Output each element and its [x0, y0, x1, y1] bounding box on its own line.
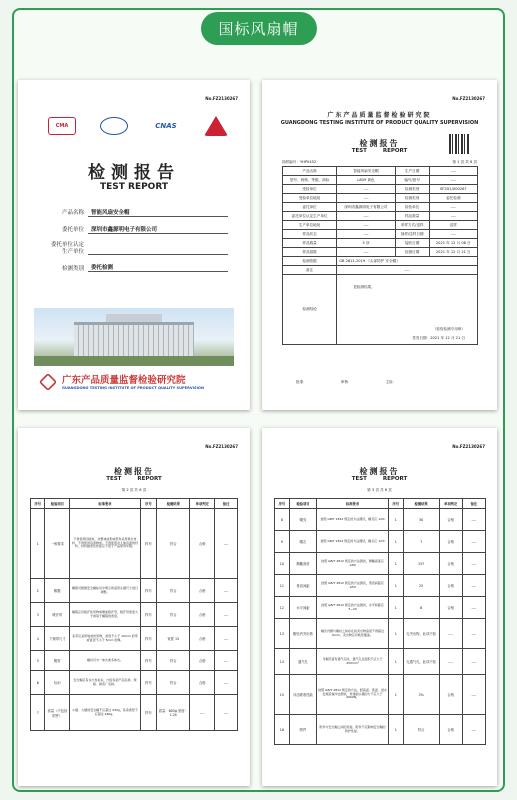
table-row: 6 标识 安全帽应有永久性标识，内容包括产品名称、规格、制造厂名称。 样号 符合 合格 ----: [31, 671, 238, 695]
certification-logos: [48, 114, 228, 138]
cover-title-en: TEST REPORT: [99, 182, 169, 192]
institute-building-image: [34, 308, 234, 366]
table-row: 15 冲击吸收性能 按照 GB/T 2812 规定的方法，经高温、低温、浸水处理后做冲击测试，传递到头模的力不应大于 4900N。 1 3% 合格 ----: [275, 675, 486, 715]
table-row: 样品基数 ---- 检测日期 2021 年 12 月 21 日: [283, 248, 478, 257]
table-row: 5 帽衬 帽衬可为一体式或多体式。 样号 符合 合格 ----: [31, 651, 238, 671]
report-number: No.FZ2130267: [452, 96, 485, 101]
table-row: 13 帽壳内突出物 帽壳内侧与帽衬之间存在的突出物高度不得超过 6mm，突出物应有软垫覆盖。 1 无突出物，此项不检 ---- ----: [275, 619, 486, 649]
cover-field: 检测类别 委托检测: [48, 263, 228, 272]
table-row: 11 垂直间距 按照 GB/T 2812 规定的方法测试，垂直间距应 ≤50 1 25 合格 ----: [275, 575, 486, 597]
table-row: 受检单位地址 ---- 检测类别 委托检测: [283, 194, 478, 203]
sample-number: 抽样编号：YHP0452: [282, 160, 317, 164]
cover-fields: [48, 208, 228, 280]
cal-logo-icon: [204, 116, 228, 136]
cnas-logo-icon: CNAS: [155, 122, 177, 130]
doc-title: 检测报告: [114, 467, 154, 476]
table-header-row: 序号 检验项目 标准要求 序号 检测结果 单项判定 备注: [275, 499, 486, 509]
table-row: 3 吸汗带 帽箍应有吸汗性织物或增加吸汗带，吸汗带宽度大于或等于帽箍的宽度。 样号 符合 合格 ----: [31, 603, 238, 627]
signature-review: 审核：: [340, 380, 352, 384]
table-row: 备注 ----: [283, 266, 478, 275]
report-cover-page: [18, 80, 250, 410]
table-row: 8 帽壳 按照 GB/T 2812 规定的方法测试，帽壳应 ≤30 1 30 合格 ----: [275, 509, 486, 531]
table-row: 9 帽舌 按照 GB/T 2812 规定的方法测试，帽舌应 ≤70 1 7 合格 ----: [275, 531, 486, 553]
table-row: 委托单位认定生产单位 ---- 样品数量 ----: [283, 212, 478, 221]
table-row: 委托单位 深圳市鑫源明电子有限公司 检验单位 ----: [283, 203, 478, 212]
doc-title-en: TEST REPORT: [351, 148, 408, 154]
report-number: No.FZ2130267: [205, 96, 238, 101]
institute-logo-icon: [39, 373, 57, 391]
institute-name-en: GUANGDONG TESTING INSTITUTE OF PRODUCT QUALITY SUPERVISION: [62, 386, 204, 390]
doc-title: 检测报告: [359, 139, 400, 148]
table-row: 产品名称 智能风扇安全帽 生产日期 ----: [283, 167, 478, 176]
table-row: 受检单位 ---- 检测类别 SF2D1/X00267: [283, 185, 478, 194]
institute-name-en: GUANGDONG TESTING INSTITUTE OF PRODUCT QUALITY SUPERVISION: [280, 120, 479, 126]
table-row: 10 佩戴高度 按照 GB/T 2812 规定的方法测试，佩戴高度应 ≥80 1 157 合格 ----: [275, 553, 486, 575]
signatures: [296, 380, 396, 385]
signature-approve: 批准：: [296, 380, 307, 384]
report-number: No.FZ2130267: [452, 444, 485, 449]
table-header-row: 序号 检验项目 标准要求 序号 检测结果 单项判定 备注: [31, 499, 238, 509]
table-row: 样品数量 5 顶 接收日期 2021 年 12 月 08 日: [283, 239, 478, 248]
table-row: 检测结论 见检测结果。 （检验检测专用章） 签发日期：2021 年 12 月 21 日: [283, 275, 478, 345]
page-number: 第 1 页 共 6 页: [452, 160, 477, 164]
conclusion-text: 见检测结果。: [353, 285, 375, 289]
institute-name: 广东产品质量监督检验研究院: [62, 375, 186, 386]
cover-title: 检测报告: [88, 163, 180, 183]
table-row: 14 通气孔 当帽壳留有通气孔时，通气孔总面积不应大于 450mm² 1 无通气孔，此项不检 ---- ----: [275, 649, 486, 675]
doc-title-en: TEST REPORT: [106, 476, 162, 482]
info-table: [282, 166, 478, 345]
page-number: 第 3 页 共 6 页: [367, 488, 392, 492]
institute-name: 广东产品质量监督检验研究院: [327, 112, 432, 119]
report-results-page-3: [262, 428, 497, 786]
cover-field: 委托单位 深圳市鑫源明电子有限公司: [48, 225, 228, 234]
sign-date: 签发日期：2021 年 12 月 21 日: [412, 336, 465, 340]
report-number: No.FZ2130267: [205, 444, 238, 449]
doc-title-en: TEST REPORT: [351, 476, 408, 482]
stamp-text: （检验检测专用章）: [432, 327, 465, 331]
report-summary-page: [262, 80, 497, 410]
results-table: [30, 498, 238, 731]
cma-logo-icon: CMA: [48, 117, 76, 135]
table-row: 4 下颏带尺寸 系带应采用软质纺织物，宽度不小于 10mm 的带或直径不小于 5mm 的绳。 样号 宽度 15 合格 ----: [31, 627, 238, 651]
results-table: [274, 498, 486, 745]
table-row: 12 水平间距 按照 GB/T 2812 规定的方法测试，水平间距应 5~20 1 6 合格 ----: [275, 597, 486, 619]
table-row: 样品状态 ---- 抽样/送样日期 ----: [283, 230, 478, 239]
ilac-logo-icon: [100, 117, 128, 135]
report-results-page-2: [18, 428, 250, 786]
table-row: 1 一般要求 不得使用回收料，非整体成形或部件采用再生材料，不得使用有害物质。不得使用对人体有害的材料，材料耐老化性能应不低于产品使用年限。 样号 符合 合格 ----: [31, 509, 238, 579]
table-row: 2 帽箍 帽箍可根据安全帽标识中明示的适用头围尺寸进行调整。 样号 符合 合格 ----: [31, 579, 238, 603]
doc-title: 检测报告: [359, 467, 400, 476]
table-row: 型号、规格、等级、商标 L809 黄色 编号/批号 ----: [283, 176, 478, 185]
cover-field: 产品名称 智能风扇安全帽: [48, 208, 228, 217]
table-row: 16 附件 附件与安全帽之间的连接，附件不应影响安全帽的防护性能。 1 符合 合格 ----: [275, 715, 486, 745]
page-number: 第 2 页 共 6 页: [121, 488, 147, 492]
table-row: 生产单位地址 ---- 采样方式/送样 送样: [283, 221, 478, 230]
table-row: 7 质量（不包括附件） 小檐、大檐的安全帽不应超过 430g，其余类型不应超过 460g。 样号 质量：605g 宽度：1.2k ---- ----: [31, 695, 238, 731]
cover-field: 委托单位认定生产单位: [48, 242, 228, 255]
signature-inspect: 主检：: [385, 380, 397, 384]
table-row: 检测依据 GB 2811-2019 《头部防护 安全帽》: [283, 257, 478, 266]
page-title: 国标风扇帽: [200, 12, 316, 45]
